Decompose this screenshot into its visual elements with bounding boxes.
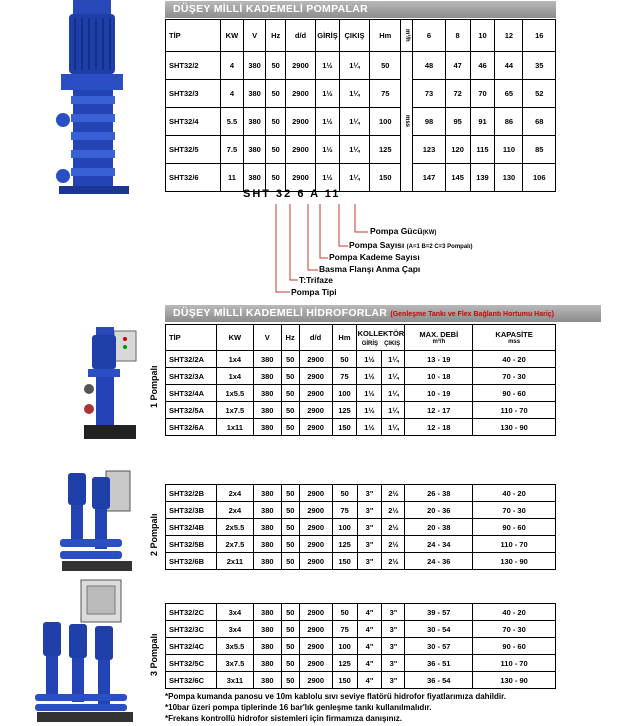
flow-value-cell: 139 (470, 164, 495, 192)
table-header-cell: 8 (445, 20, 470, 52)
max-debi-header-cell (405, 325, 473, 351)
table-header-cell: Hz (281, 325, 299, 351)
giris-cell: 1½ (316, 136, 340, 164)
footnote: *10bar üzeri pompa tiplerinde 16 bar'lık genleşme tankı kullanılmalıdır. (165, 703, 432, 712)
model-code: SHT 32 6 A 11 (243, 188, 341, 200)
giris-cell: 1½ (357, 351, 382, 368)
hm-cell: 100 (370, 108, 401, 136)
kw-cell: 2x11 (216, 553, 253, 570)
hm-cell: 100 (332, 385, 357, 402)
hz-cell: 50 (281, 672, 299, 689)
hz-cell: 50 (266, 164, 285, 192)
table-header-cell: d/d (299, 325, 332, 351)
v-cell: 380 (253, 519, 281, 536)
giris-cell: 1½ (316, 108, 340, 136)
hm-cell: 50 (332, 604, 357, 621)
section1-title-bar (165, 1, 556, 18)
type-cell: SHT32/6C (166, 672, 217, 689)
debi-cell: 20 - 36 (405, 502, 473, 519)
debi-cell: 39 - 57 (405, 604, 473, 621)
giris-cell: 1½ (357, 419, 382, 436)
cikis-cell: 1¼ (382, 368, 405, 385)
hz-cell: 50 (281, 536, 299, 553)
type-cell: SHT32/2B (166, 485, 217, 502)
v-cell: 380 (253, 536, 281, 553)
giris-cell: 1½ (357, 368, 382, 385)
cikis-cell: 1¼ (382, 402, 405, 419)
kw-cell: 5.5 (221, 108, 244, 136)
dd-cell: 2900 (299, 519, 332, 536)
legend-item: Pompa Sayısı (A=1 B=2 C=3 Pompalı) (349, 240, 473, 250)
hm-cell: 150 (332, 672, 357, 689)
cikis-cell: 3" (382, 604, 405, 621)
flow-value-cell: 91 (470, 108, 495, 136)
flow-value-cell: 65 (495, 80, 523, 108)
table-row (166, 80, 556, 108)
giris-cell: 3" (357, 485, 382, 502)
type-cell: SHT32/5C (166, 655, 217, 672)
cikis-cell: 1¼ (339, 164, 369, 192)
hm-cell: 100 (332, 638, 357, 655)
flow-value-cell: 85 (523, 136, 556, 164)
dd-cell: 2900 (299, 385, 332, 402)
v-cell: 380 (253, 485, 281, 502)
flow-value-cell: 130 (495, 164, 523, 192)
dd-cell: 2900 (299, 485, 332, 502)
legend-item: Pompa Gücü(KW) (370, 226, 437, 236)
table-row (166, 485, 556, 502)
booster-3-pump-table (165, 603, 556, 689)
kap-cell: 40 - 20 (473, 351, 556, 368)
hm-cell: 50 (370, 52, 401, 80)
v-cell: 380 (253, 638, 281, 655)
hm-cell: 50 (332, 351, 357, 368)
v-cell: 380 (243, 164, 266, 192)
kw-cell: 1x11 (216, 419, 253, 436)
v-cell: 380 (243, 80, 266, 108)
hm-cell: 150 (370, 164, 401, 192)
table-row (166, 368, 556, 385)
v-cell: 380 (253, 385, 281, 402)
table-header-cell: V (243, 20, 266, 52)
kw-cell: 2x7.5 (216, 536, 253, 553)
kw-cell: 4 (221, 52, 244, 80)
kap-cell: 130 - 90 (473, 672, 556, 689)
cikis-cell: 1¼ (339, 80, 369, 108)
cikis-cell: 1¼ (382, 385, 405, 402)
cikis-cell: 3" (382, 655, 405, 672)
kap-cell: 40 - 20 (473, 604, 556, 621)
section2-note: (Genleşme Tankı ve Flex Bağlantı Hortumu Hariç) (390, 311, 555, 318)
cikis-cell: 1¼ (339, 52, 369, 80)
v-cell: 380 (253, 419, 281, 436)
hz-cell: 50 (281, 502, 299, 519)
dd-cell: 2900 (299, 536, 332, 553)
cikis-cell: 1¼ (382, 351, 405, 368)
v-cell: 380 (253, 351, 281, 368)
flow-value-cell: 44 (495, 52, 523, 80)
giris-cell: 4" (357, 655, 382, 672)
table-header-cell: m³/h (401, 20, 413, 52)
cikis-cell: 2½ (382, 485, 405, 502)
flow-value-cell: 106 (523, 164, 556, 192)
v-cell: 380 (253, 402, 281, 419)
flow-value-cell: 73 (413, 80, 445, 108)
kap-cell: 70 - 30 (473, 621, 556, 638)
debi-cell: 20 - 38 (405, 519, 473, 536)
hm-cell: 75 (370, 80, 401, 108)
pump-spec-table (165, 19, 556, 192)
flow-value-cell: 86 (495, 108, 523, 136)
kap-cell: 90 - 60 (473, 638, 556, 655)
giris-cell: 3" (357, 502, 382, 519)
type-cell: SHT32/5B (166, 536, 217, 553)
debi-cell: 10 - 18 (405, 368, 473, 385)
pump-spec-header-row (166, 20, 556, 52)
hz-cell: 50 (281, 553, 299, 570)
dd-cell: 2900 (299, 655, 332, 672)
single-pump-booster-image (80, 325, 140, 445)
flow-value-cell: 72 (445, 80, 470, 108)
kapasite-unit: mss (508, 339, 521, 345)
debi-cell: 24 - 36 (405, 553, 473, 570)
type-cell: SHT32/6B (166, 553, 217, 570)
table-header-cell: TİP (166, 325, 217, 351)
table-header-cell: 16 (523, 20, 556, 52)
debi-cell: 36 - 54 (405, 672, 473, 689)
table-row (166, 536, 556, 553)
hz-cell: 50 (281, 655, 299, 672)
table-header-cell: Hm (370, 20, 401, 52)
section2-title-bar (165, 305, 601, 322)
flow-value-cell: 110 (495, 136, 523, 164)
table-header-cell: d/d (285, 20, 315, 52)
table-row (166, 136, 556, 164)
hz-cell: 50 (281, 638, 299, 655)
flow-value-cell: 68 (523, 108, 556, 136)
dd-cell: 2900 (285, 108, 315, 136)
giris-label: GİRİŞ (361, 340, 379, 347)
table-row (166, 519, 556, 536)
debi-cell: 13 - 19 (405, 351, 473, 368)
vertical-pump-image (55, 0, 135, 200)
hz-cell: 50 (281, 402, 299, 419)
v-cell: 380 (253, 672, 281, 689)
kap-cell: 110 - 70 (473, 655, 556, 672)
legend-item: T:Trifaze (299, 275, 334, 285)
table-row (166, 385, 556, 402)
kap-cell: 70 - 30 (473, 368, 556, 385)
v-cell: 380 (243, 108, 266, 136)
giris-cell: 1½ (357, 402, 382, 419)
cikis-cell: 3" (382, 621, 405, 638)
hz-cell: 50 (266, 136, 285, 164)
kap-cell: 40 - 20 (473, 485, 556, 502)
giris-cell: 1½ (357, 385, 382, 402)
v-cell: 380 (253, 655, 281, 672)
kw-cell: 1x4 (216, 351, 253, 368)
type-cell: SHT32/3 (166, 80, 221, 108)
kw-cell: 3x11 (216, 672, 253, 689)
dd-cell: 2900 (299, 638, 332, 655)
cikis-cell: 1¼ (339, 108, 369, 136)
dd-cell: 2900 (285, 52, 315, 80)
hz-cell: 50 (266, 108, 285, 136)
giris-cell: 1½ (316, 164, 340, 192)
table-row (166, 419, 556, 436)
flow-value-cell: 52 (523, 80, 556, 108)
dd-cell: 2900 (299, 402, 332, 419)
table-header-cell: 10 (470, 20, 495, 52)
kap-cell: 130 - 90 (473, 553, 556, 570)
debi-cell: 36 - 51 (405, 655, 473, 672)
kap-cell: 110 - 70 (473, 402, 556, 419)
table-row (166, 351, 556, 368)
flow-value-cell: 70 (470, 80, 495, 108)
hm-cell: 125 (332, 536, 357, 553)
dd-cell: 2900 (299, 621, 332, 638)
hm-cell: 75 (332, 621, 357, 638)
cikis-cell: 3" (382, 638, 405, 655)
kap-cell: 90 - 60 (473, 385, 556, 402)
hm-cell: 150 (332, 419, 357, 436)
debi-cell: 12 - 17 (405, 402, 473, 419)
kw-cell: 3x7.5 (216, 655, 253, 672)
flow-value-cell: 115 (470, 136, 495, 164)
max-debi-label: MAX. DEBİ (419, 330, 459, 339)
dd-cell: 2900 (285, 164, 315, 192)
type-cell: SHT32/2A (166, 351, 217, 368)
legend-item: Pompa Tipi (291, 287, 337, 297)
dd-cell: 2900 (285, 80, 315, 108)
table-row (166, 655, 556, 672)
model-code-leader-lines (240, 200, 370, 300)
table-header-cell: Hz (266, 20, 285, 52)
legend-item: Basma Flanşı Anma Çapı (319, 264, 421, 274)
dd-cell: 2900 (299, 604, 332, 621)
dd-cell: 2900 (299, 672, 332, 689)
hm-cell: 125 (370, 136, 401, 164)
kw-cell: 3x4 (216, 621, 253, 638)
table-row (166, 604, 556, 621)
kollektor-label: KOLLEKTÖR (357, 328, 405, 338)
table-header-cell: 6 (413, 20, 445, 52)
dd-cell: 2900 (299, 502, 332, 519)
hm-cell: 75 (332, 368, 357, 385)
cikis-cell: 2½ (382, 536, 405, 553)
type-cell: SHT32/3B (166, 502, 217, 519)
kap-cell: 110 - 70 (473, 536, 556, 553)
table-header-cell: V (253, 325, 281, 351)
dd-cell: 2900 (299, 553, 332, 570)
booster-2-pump-table (165, 484, 556, 570)
hm-cell: 150 (332, 553, 357, 570)
v-cell: 380 (253, 604, 281, 621)
type-cell: SHT32/4 (166, 108, 221, 136)
hm-cell: 75 (332, 502, 357, 519)
hz-cell: 50 (266, 80, 285, 108)
type-cell: SHT32/6A (166, 419, 217, 436)
double-pump-booster-image (58, 467, 136, 575)
type-cell: SHT32/3A (166, 368, 217, 385)
footnote: *Frekans kontrollü hidrofor sistemleri için firmamıza danışınız. (165, 714, 402, 723)
hz-cell: 50 (281, 485, 299, 502)
type-cell: SHT32/2C (166, 604, 217, 621)
table-row (166, 52, 556, 80)
flow-value-cell: 145 (445, 164, 470, 192)
table-header-cell: TİP (166, 20, 221, 52)
kw-cell: 3x4 (216, 604, 253, 621)
flow-value-cell: 147 (413, 164, 445, 192)
type-cell: SHT32/5A (166, 402, 217, 419)
debi-cell: 10 - 19 (405, 385, 473, 402)
table-row (166, 108, 556, 136)
giris-cell: 4" (357, 604, 382, 621)
table-header-cell: 12 (495, 20, 523, 52)
type-cell: SHT32/4C (166, 638, 217, 655)
section1-title: DÜŞEY MİLLİ KADEMELİ POMPALAR (173, 3, 368, 15)
table-header-cell: Hm (332, 325, 357, 351)
v-cell: 380 (253, 368, 281, 385)
cikis-cell: 1¼ (339, 136, 369, 164)
kap-cell: 130 - 90 (473, 419, 556, 436)
kw-cell: 2x4 (216, 485, 253, 502)
hz-cell: 50 (281, 621, 299, 638)
hm-cell: 50 (332, 485, 357, 502)
kap-cell: 70 - 30 (473, 502, 556, 519)
table-row (166, 553, 556, 570)
legend-item: Pompa Kademe Sayısı (329, 252, 420, 262)
table-row (166, 164, 556, 192)
group-label-2-pump: 2 Pompalı (149, 513, 159, 556)
type-cell: SHT32/4A (166, 385, 217, 402)
dd-cell: 2900 (285, 136, 315, 164)
table-header-cell: KW (221, 20, 244, 52)
table-header-cell: KW (216, 325, 253, 351)
cikis-cell: 3" (382, 672, 405, 689)
table-header-row (166, 325, 556, 351)
v-cell: 380 (243, 52, 266, 80)
table-row (166, 402, 556, 419)
kw-cell: 1x5.5 (216, 385, 253, 402)
hz-cell: 50 (281, 419, 299, 436)
flow-value-cell: 47 (445, 52, 470, 80)
cikis-label: ÇIKIŞ (384, 340, 401, 347)
kw-cell: 1x7.5 (216, 402, 253, 419)
giris-cell: 1½ (316, 80, 340, 108)
cikis-cell: 2½ (382, 553, 405, 570)
debi-cell: 30 - 54 (405, 621, 473, 638)
table-row (166, 502, 556, 519)
kapasite-header-cell (473, 325, 556, 351)
kw-cell: 7.5 (221, 136, 244, 164)
kapasite-label: KAPASİTE (495, 330, 533, 339)
type-cell: SHT32/2 (166, 52, 221, 80)
giris-cell: 1½ (316, 52, 340, 80)
debi-cell: 26 - 38 (405, 485, 473, 502)
type-cell: SHT32/6 (166, 164, 221, 192)
type-cell: SHT32/4B (166, 519, 217, 536)
kollektor-header-cell (357, 325, 405, 351)
footnote: *Pompa kumanda panosu ve 10m kablolu sıvı seviye flatörü hidrofor fiyatlarımıza dahildir. (165, 692, 506, 701)
flow-value-cell: 123 (413, 136, 445, 164)
triple-pump-booster-image (35, 578, 135, 724)
hm-cell: 100 (332, 519, 357, 536)
v-cell: 380 (243, 136, 266, 164)
v-cell: 380 (253, 621, 281, 638)
table-header-cell: GİRİŞ (316, 20, 340, 52)
debi-cell: 24 - 34 (405, 536, 473, 553)
section2-title: DÜŞEY MİLLİ KADEMELİ HİDROFORLAR (173, 307, 388, 319)
hz-cell: 50 (281, 368, 299, 385)
dd-cell: 2900 (299, 368, 332, 385)
flow-value-cell: 120 (445, 136, 470, 164)
type-cell: SHT32/5 (166, 136, 221, 164)
mss-label-cell: mss (401, 52, 413, 192)
hm-cell: 125 (332, 402, 357, 419)
v-cell: 380 (253, 502, 281, 519)
group-label-1-pump: 1 Pompalı (149, 365, 159, 408)
debi-cell: 30 - 57 (405, 638, 473, 655)
table-row (166, 672, 556, 689)
flow-value-cell: 95 (445, 108, 470, 136)
giris-cell: 4" (357, 621, 382, 638)
hz-cell: 50 (281, 604, 299, 621)
flow-value-cell: 35 (523, 52, 556, 80)
flow-value-cell: 48 (413, 52, 445, 80)
hz-cell: 50 (281, 519, 299, 536)
kw-cell: 3x5.5 (216, 638, 253, 655)
kw-cell: 1x4 (216, 368, 253, 385)
dd-cell: 2900 (299, 419, 332, 436)
dd-cell: 2900 (299, 351, 332, 368)
type-cell: SHT32/3C (166, 621, 217, 638)
table-row (166, 638, 556, 655)
hm-cell: 125 (332, 655, 357, 672)
group-label-3-pump: 3 Pompalı (149, 633, 159, 676)
giris-cell: 3" (357, 519, 382, 536)
flow-value-cell: 46 (470, 52, 495, 80)
hz-cell: 50 (281, 351, 299, 368)
giris-cell: 4" (357, 672, 382, 689)
flow-value-cell: 98 (413, 108, 445, 136)
kw-cell: 4 (221, 80, 244, 108)
cikis-cell: 1¼ (382, 419, 405, 436)
hz-cell: 50 (266, 52, 285, 80)
v-cell: 380 (253, 553, 281, 570)
kw-cell: 11 (221, 164, 244, 192)
table-header-cell: ÇIKIŞ (339, 20, 369, 52)
cikis-cell: 2½ (382, 502, 405, 519)
kw-cell: 2x4 (216, 502, 253, 519)
booster-1-pump-table (165, 324, 556, 436)
giris-cell: 3" (357, 553, 382, 570)
cikis-cell: 2½ (382, 519, 405, 536)
giris-cell: 4" (357, 638, 382, 655)
table-row (166, 621, 556, 638)
giris-cell: 3" (357, 536, 382, 553)
kap-cell: 90 - 60 (473, 519, 556, 536)
hz-cell: 50 (281, 385, 299, 402)
max-debi-unit: m³/h (432, 339, 446, 345)
kw-cell: 2x5.5 (216, 519, 253, 536)
debi-cell: 12 - 18 (405, 419, 473, 436)
